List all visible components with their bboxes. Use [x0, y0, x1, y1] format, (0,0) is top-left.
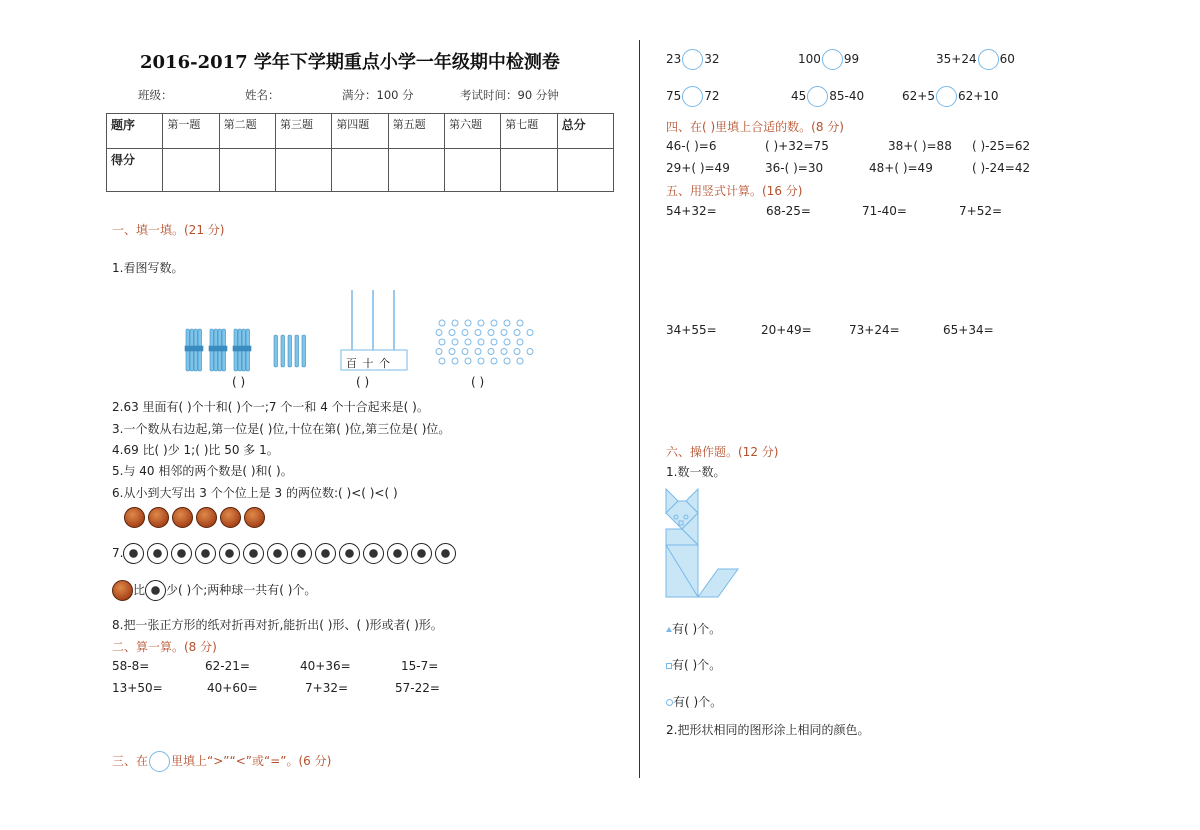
- compare-item: [936, 49, 1015, 70]
- basketball-icon: [172, 507, 193, 528]
- count-circle-row: [666, 693, 722, 710]
- table-cell: 第四题: [332, 114, 388, 149]
- table-cell: 第一题: [163, 114, 219, 149]
- compare-circle-input[interactable]: [936, 86, 957, 107]
- compare-item: [666, 86, 720, 107]
- soccer-ball-icon: [411, 543, 432, 564]
- vertical-calc-item: 20+49=: [761, 323, 812, 337]
- soccer-ball-icon: [147, 543, 168, 564]
- count-square-row: [666, 656, 721, 673]
- answer-blank[interactable]: ( ): [471, 375, 485, 389]
- fill-item: 48+( )=49: [869, 161, 933, 175]
- section3-heading-a: 三、在: [112, 754, 149, 768]
- dot-mark: [488, 330, 494, 336]
- vertical-calc-item: 7+52=: [959, 204, 1003, 218]
- question-6: 6.从小到大写出 3 个个位上是 3 的两位数:( )<( )<( ): [112, 486, 398, 500]
- soccer-ball-icon: [145, 580, 166, 601]
- dot-mark: [514, 330, 520, 336]
- fill-item: ( )-25=62: [972, 139, 1031, 153]
- compare-item: [666, 49, 720, 70]
- calc-item: 57-22=: [395, 681, 440, 695]
- dot-mark: [527, 349, 533, 355]
- table-cell: 第七题: [501, 114, 557, 149]
- section3-heading-b: 里填上“>”“<”或“=”。(6 分): [171, 754, 332, 768]
- soccer-ball-icon: [363, 543, 384, 564]
- basketball-icon: [112, 580, 133, 601]
- count-text: 有( )个。: [672, 658, 722, 672]
- calc-item: 13+50=: [112, 681, 163, 695]
- dot-mark: [475, 330, 481, 336]
- score-input-cell[interactable]: [332, 149, 388, 192]
- dot-mark: [475, 349, 481, 355]
- compare-right: 72: [704, 89, 720, 103]
- compare-circle-input[interactable]: [682, 86, 703, 107]
- compare-right: 99: [843, 52, 860, 66]
- soccer-ball-icon: [435, 543, 456, 564]
- calc-item: 58-8=: [112, 659, 150, 673]
- section1-heading: 一、填一填。(21 分): [112, 223, 225, 237]
- dot-mark: [501, 330, 507, 336]
- table-cell: 第三题: [275, 114, 331, 149]
- fill-item: 38+( )=88: [888, 139, 952, 153]
- dot-mark: [465, 320, 471, 326]
- dot-mark: [462, 349, 468, 355]
- answer-blank[interactable]: ( ): [232, 375, 246, 389]
- soccer-ball-icon: [267, 543, 288, 564]
- dot-mark: [488, 349, 494, 355]
- compare-left: 75: [666, 89, 682, 103]
- compare-item: [791, 86, 864, 107]
- vertical-calc-item: 71-40=: [862, 204, 907, 218]
- compare-left: 62+5: [902, 89, 935, 103]
- dot-mark: [501, 349, 507, 355]
- tangram-cat-image: [664, 487, 742, 601]
- fill-item: 46-( )=6: [666, 139, 717, 153]
- compare-item: [798, 49, 859, 70]
- dot-mark: [504, 339, 510, 345]
- section3-heading: [112, 751, 331, 772]
- score-input-cell[interactable]: [444, 149, 500, 192]
- count-text: 有( )个。: [672, 622, 722, 636]
- full-score: 满分：100 分: [342, 88, 414, 102]
- dots-image: [432, 318, 544, 368]
- soccer-ball-icon: [171, 543, 192, 564]
- soccer-ball-icon: [339, 543, 360, 564]
- dot-mark: [514, 349, 520, 355]
- calc-item: 7+32=: [305, 681, 349, 695]
- dot-mark: [527, 330, 533, 336]
- dot-mark: [478, 320, 484, 326]
- dot-mark: [462, 330, 468, 336]
- dot-mark: [452, 358, 458, 364]
- dot-mark: [436, 349, 442, 355]
- question-3: 3.一个数从右边起,第一位是( )位,十位在第( )位,第三位是( )位。: [112, 422, 451, 436]
- fill-item: ( )+32=75: [765, 139, 829, 153]
- dot-mark: [504, 320, 510, 326]
- score-table: [106, 113, 614, 192]
- vertical-calc-item: 68-25=: [766, 204, 811, 218]
- compare-right: 85-40: [829, 89, 865, 103]
- question-7-text: [112, 580, 316, 601]
- vertical-calc-item: 73+24=: [849, 323, 900, 337]
- table-cell: 题序: [107, 114, 163, 149]
- question-7-number: 7.: [112, 546, 124, 560]
- score-input-cell[interactable]: [501, 149, 557, 192]
- compare-left: 35+24: [936, 52, 977, 66]
- soccer-ball-icon: [243, 543, 264, 564]
- table-cell: 得分: [107, 149, 163, 192]
- score-input-cell[interactable]: [388, 149, 444, 192]
- calc-item: 15-7=: [401, 659, 439, 673]
- score-input-cell[interactable]: [275, 149, 331, 192]
- table-cell: 第二题: [219, 114, 275, 149]
- section2-heading: 二、算一算。(8 分): [112, 640, 217, 654]
- fill-item: 29+( )=49: [666, 161, 730, 175]
- compare-left: 45: [791, 89, 807, 103]
- dot-mark: [452, 320, 458, 326]
- fill-item: ( )-24=42: [972, 161, 1031, 175]
- soccer-ball-icon: [315, 543, 336, 564]
- compare-circle-input[interactable]: [682, 49, 703, 70]
- section4-heading: 四、在( )里填上合适的数。(8 分): [666, 120, 844, 134]
- dot-mark: [517, 320, 523, 326]
- compare-circle-input[interactable]: [807, 86, 828, 107]
- question-6-2: 2.把形状相同的图形涂上相同的颜色。: [666, 723, 870, 737]
- calc-item: 40+36=: [300, 659, 351, 673]
- abacus-label: 百 十 个: [346, 357, 391, 370]
- table-cell: 第五题: [388, 114, 444, 149]
- score-input-cell[interactable]: [219, 149, 275, 192]
- soccer-ball-icon: [219, 543, 240, 564]
- dot-mark: [517, 358, 523, 364]
- question-5: 5.与 40 相邻的两个数是( )和( )。: [112, 464, 293, 478]
- dot-mark: [491, 358, 497, 364]
- dot-mark: [517, 339, 523, 345]
- basketball-row: [124, 507, 268, 528]
- soccer-row: [112, 543, 459, 564]
- question-2: 2.63 里面有( )个十和( )个一;7 个一和 4 个十合起来是( )。: [112, 400, 429, 414]
- question-1: 1.看图写数。: [112, 261, 184, 275]
- circle-icon: [666, 699, 673, 706]
- compare-circle-input[interactable]: [822, 49, 843, 70]
- question-6-1: 1.数一数。: [666, 465, 726, 479]
- dot-mark: [439, 358, 445, 364]
- basketball-icon: [196, 507, 217, 528]
- dot-mark: [504, 358, 510, 364]
- compare-right: 60: [999, 52, 1015, 66]
- dot-mark: [452, 339, 458, 345]
- question-4: 4.69 比( )少 1;( )比 50 多 1。: [112, 443, 279, 457]
- dot-mark: [478, 358, 484, 364]
- calc-item: 40+60=: [207, 681, 258, 695]
- compare-circle-input[interactable]: [978, 49, 999, 70]
- column-divider: [639, 40, 640, 778]
- basketball-icon: [124, 507, 145, 528]
- dot-mark: [449, 349, 455, 355]
- answer-blank[interactable]: ( ): [356, 375, 370, 389]
- count-triangle-row: [666, 620, 721, 637]
- compare-left: 100: [798, 52, 821, 66]
- soccer-ball-icon: [195, 543, 216, 564]
- q7-text-b: 少( )个;两种球一共有( )个。: [166, 583, 317, 597]
- name-label: 姓名：: [245, 88, 280, 102]
- q7-text-a: 比: [133, 583, 146, 597]
- score-input-cell[interactable]: [163, 149, 219, 192]
- soccer-ball-icon: [387, 543, 408, 564]
- class-label: 班级：: [138, 88, 173, 102]
- score-input-cell[interactable]: [557, 149, 613, 192]
- dot-mark: [449, 330, 455, 336]
- dot-mark: [491, 339, 497, 345]
- dot-mark: [465, 358, 471, 364]
- dot-mark: [491, 320, 497, 326]
- compare-right: 62+10: [957, 89, 999, 103]
- compare-circle-icon: [149, 751, 170, 772]
- question-8: 8.把一张正方形的纸对折再对折,能折出( )形、( )形或者( )形。: [112, 618, 443, 632]
- vertical-calc-item: 54+32=: [666, 204, 717, 218]
- count-text: 有( )个。: [673, 695, 723, 709]
- table-cell: 总分: [557, 114, 613, 149]
- compare-right: 32: [704, 52, 720, 66]
- section5-heading: 五、用竖式计算。(16 分): [666, 184, 803, 198]
- soccer-ball-icon: [291, 543, 312, 564]
- dot-mark: [465, 339, 471, 345]
- compare-item: [902, 86, 999, 107]
- sticks-bundle-image: [182, 325, 322, 375]
- table-cell: 第六题: [444, 114, 500, 149]
- basketball-icon: [148, 507, 169, 528]
- fill-item: 36-( )=30: [765, 161, 824, 175]
- vertical-calc-item: 65+34=: [943, 323, 994, 337]
- dot-mark: [439, 339, 445, 345]
- exam-time: 考试时间：90 分钟: [460, 88, 559, 102]
- vertical-calc-item: 34+55=: [666, 323, 717, 337]
- dot-mark: [436, 330, 442, 336]
- calc-item: 62-21=: [205, 659, 250, 673]
- dot-mark: [439, 320, 445, 326]
- basketball-icon: [244, 507, 265, 528]
- soccer-ball-icon: [123, 543, 144, 564]
- basketball-icon: [220, 507, 241, 528]
- compare-left: 23: [666, 52, 682, 66]
- section6-heading: 六、操作题。(12 分): [666, 445, 779, 459]
- page-title: 2016-2017 学年下学期重点小学一年级期中检测卷: [140, 52, 560, 73]
- dot-mark: [478, 339, 484, 345]
